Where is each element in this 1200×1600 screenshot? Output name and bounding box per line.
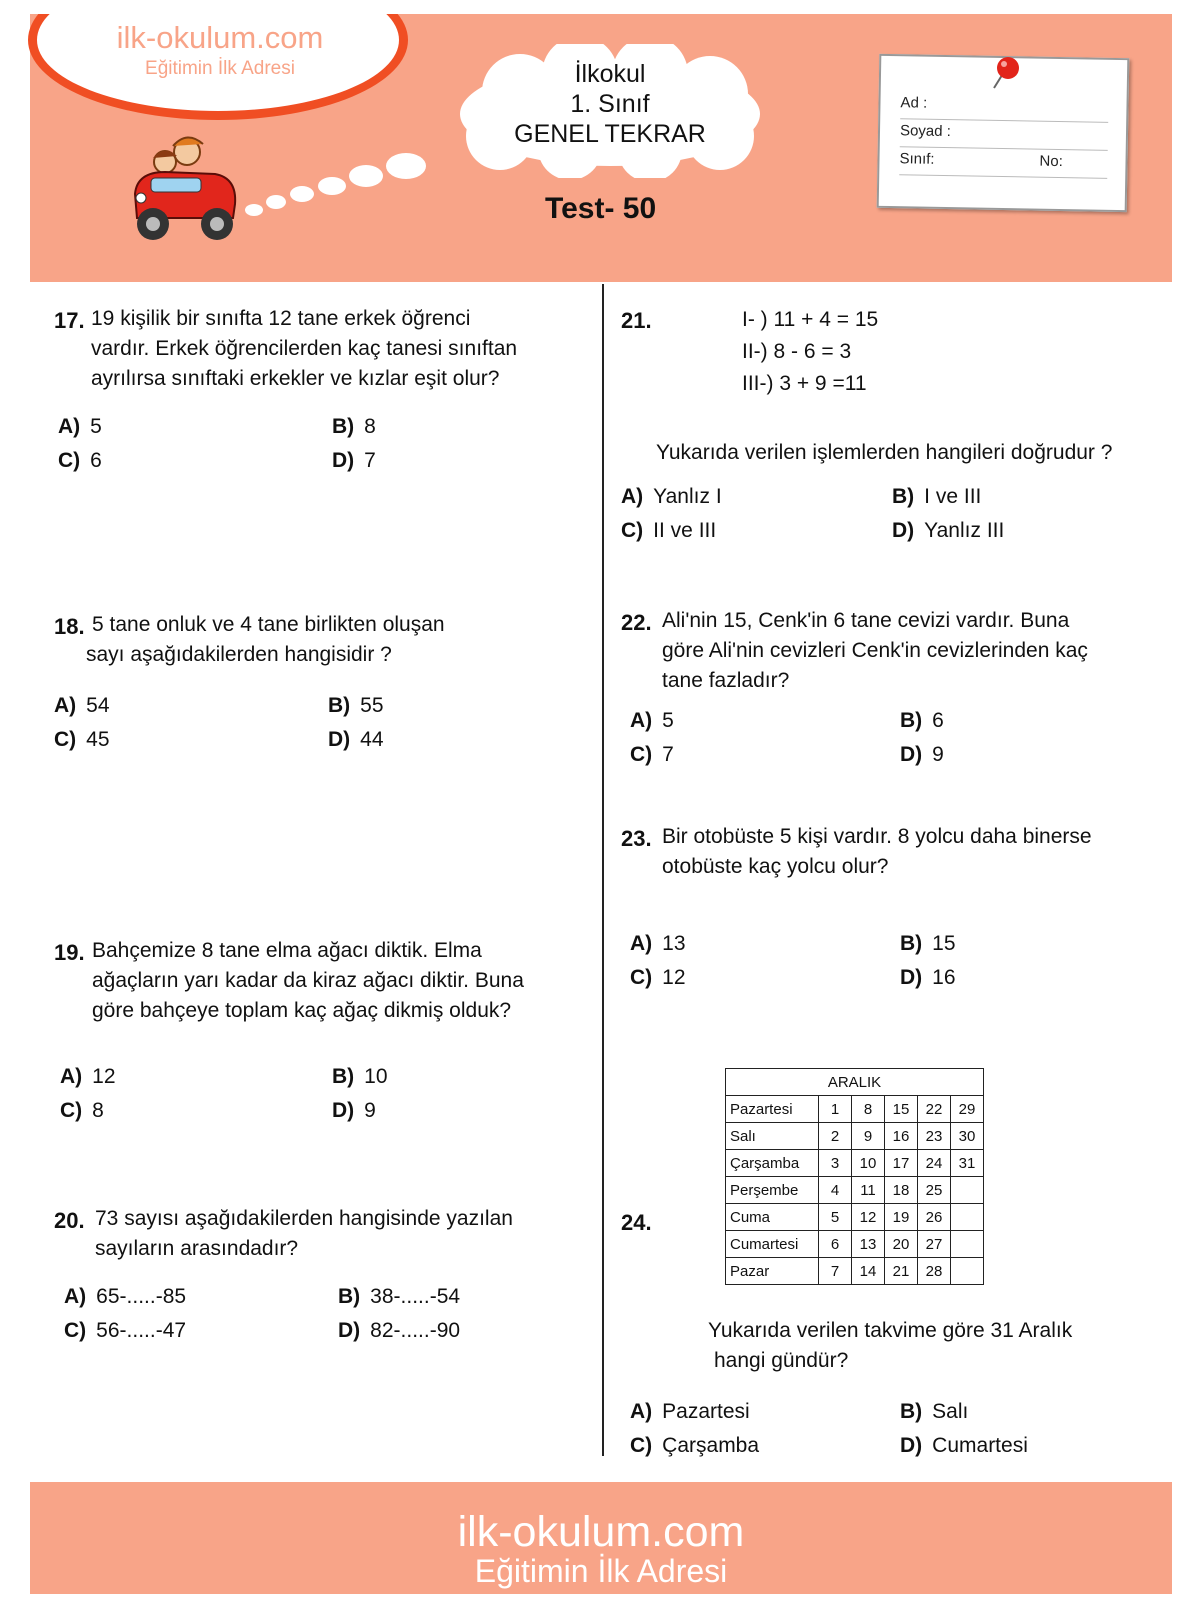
question-line: otobüste kaç yolcu olur? xyxy=(662,855,889,878)
option-value: 82-.....-90 xyxy=(370,1319,461,1342)
option-key: D) xyxy=(892,519,915,542)
logo-top-mask xyxy=(30,0,430,14)
q19-option-c[interactable] xyxy=(60,1099,104,1123)
question-line: Yukarıda verilen takvime göre 31 Aralık xyxy=(708,1319,1073,1342)
option-value: 15 xyxy=(932,932,956,955)
option-value: 38-.....-54 xyxy=(370,1285,461,1308)
calendar-day-name: Pazartesi xyxy=(726,1096,819,1123)
q23-option-c[interactable] xyxy=(630,966,686,990)
question-text-23 xyxy=(662,822,1092,882)
option-value: 8 xyxy=(364,415,376,438)
question-text-22 xyxy=(662,606,1088,696)
option-value: 7 xyxy=(364,449,376,472)
calendar-date: 12 xyxy=(852,1204,885,1231)
option-key: A) xyxy=(630,1400,653,1423)
class-label: Sınıf: xyxy=(899,150,935,168)
calendar-date: 1 xyxy=(819,1096,852,1123)
calendar-date: 6 xyxy=(819,1231,852,1258)
calendar-date: 17 xyxy=(885,1150,918,1177)
calendar-day-name: Cumartesi xyxy=(726,1231,819,1258)
q21-option-d[interactable] xyxy=(892,519,1004,543)
option-value: 7 xyxy=(662,743,674,766)
question-line: Ali'nin 15, Cenk'in 6 tane cevizi vardır. Buna xyxy=(662,609,1070,632)
calendar-day-name: Pazar xyxy=(726,1258,819,1285)
name-field[interactable] xyxy=(900,94,1108,123)
q18-option-d[interactable] xyxy=(328,728,384,752)
surname-label: Soyad : xyxy=(899,122,952,141)
calendar-row xyxy=(726,1204,984,1231)
calendar-date: 2 xyxy=(819,1123,852,1150)
calendar-row xyxy=(726,1258,984,1285)
option-key: A) xyxy=(630,709,653,732)
calendar-date: 14 xyxy=(852,1258,885,1285)
q20-option-b[interactable] xyxy=(338,1285,460,1309)
q18-option-b[interactable] xyxy=(328,694,384,718)
option-key: B) xyxy=(332,415,355,438)
calendar-date xyxy=(951,1231,984,1258)
calendar-date xyxy=(951,1177,984,1204)
calendar-date: 11 xyxy=(852,1177,885,1204)
footer-tagline: Eğitimin İlk Adresi xyxy=(474,1553,728,1589)
q20-option-d[interactable] xyxy=(338,1319,460,1343)
option-value: 10 xyxy=(364,1065,388,1088)
calendar-date: 20 xyxy=(885,1231,918,1258)
option-key: B) xyxy=(892,485,915,508)
pushpin-icon xyxy=(986,54,1026,94)
q19-option-a[interactable] xyxy=(60,1065,116,1089)
option-key: A) xyxy=(60,1065,83,1088)
question-line: göre bahçeye toplam kaç ağaç dikmiş olduk? xyxy=(92,999,512,1022)
option-value: 5 xyxy=(90,415,102,438)
q23-option-d[interactable] xyxy=(900,966,956,990)
q18-option-a[interactable] xyxy=(54,694,110,718)
calendar-date: 26 xyxy=(918,1204,951,1231)
option-key: C) xyxy=(630,966,653,989)
logo-subtitle: Eğitimin İlk Adresi xyxy=(145,58,295,79)
grade-label: 1. Sınıf xyxy=(570,90,650,118)
q22-option-c[interactable] xyxy=(630,743,674,767)
question-number-18: 18. xyxy=(54,614,85,639)
q23-option-a[interactable] xyxy=(630,932,686,956)
option-value: 55 xyxy=(360,694,384,717)
operation-line: I- ) 11 + 4 = 15 xyxy=(742,308,879,331)
calendar-table xyxy=(725,1068,984,1285)
operation-line: III-) 3 + 9 =11 xyxy=(742,372,867,395)
q24-option-b[interactable] xyxy=(900,1400,968,1424)
option-value: 13 xyxy=(662,932,686,955)
option-key: C) xyxy=(60,1099,83,1122)
question-line: tane fazladır? xyxy=(662,669,790,692)
option-key: D) xyxy=(900,743,923,766)
option-key: B) xyxy=(332,1065,355,1088)
calendar-date xyxy=(951,1204,984,1231)
option-key: B) xyxy=(900,932,923,955)
calendar-day-name: Salı xyxy=(726,1123,819,1150)
calendar-date xyxy=(951,1258,984,1285)
calendar-date: 19 xyxy=(885,1204,918,1231)
option-value: 16 xyxy=(932,966,956,989)
calendar-date: 13 xyxy=(852,1231,885,1258)
calendar-date: 7 xyxy=(819,1258,852,1285)
option-value: 6 xyxy=(90,449,102,472)
calendar-date: 28 xyxy=(918,1258,951,1285)
question-number-21: 21. xyxy=(621,308,652,333)
calendar-body xyxy=(726,1096,984,1285)
calendar-date: 21 xyxy=(885,1258,918,1285)
question-number-20: 20. xyxy=(54,1208,85,1233)
question-line: ayrılırsa sınıftaki erkekler ve kızlar eşit olur? xyxy=(91,367,500,390)
question-line: Bahçemize 8 tane elma ağacı diktik. Elma xyxy=(92,939,482,962)
option-value: Pazartesi xyxy=(662,1400,750,1423)
option-key: D) xyxy=(900,966,923,989)
option-key: A) xyxy=(58,415,81,438)
option-key: C) xyxy=(54,728,77,751)
name-label: Ad : xyxy=(900,94,928,112)
calendar-date: 23 xyxy=(918,1123,951,1150)
option-key: B) xyxy=(338,1285,361,1308)
option-value: 9 xyxy=(364,1099,376,1122)
surname-field[interactable] xyxy=(900,122,1108,151)
question-text-24 xyxy=(708,1316,1072,1376)
question-text-20 xyxy=(95,1204,513,1264)
question-number-24: 24. xyxy=(621,1210,652,1235)
option-value: 56-.....-47 xyxy=(96,1319,187,1342)
option-value: 12 xyxy=(92,1065,116,1088)
calendar-month: ARALIK xyxy=(726,1069,984,1096)
q17-option-b[interactable] xyxy=(332,415,376,439)
question-line: ağaçların yarı kadar da kiraz ağacı diktir. Buna xyxy=(92,969,524,992)
option-key: B) xyxy=(900,709,923,732)
q23-option-b[interactable] xyxy=(900,932,956,956)
question-number-22: 22. xyxy=(621,610,652,635)
question-line: 19 kişilik bir sınıfta 12 tane erkek öğrenci xyxy=(91,307,471,330)
calendar-row xyxy=(726,1123,984,1150)
calendar-row xyxy=(726,1150,984,1177)
calendar-row xyxy=(726,1231,984,1258)
q21-option-b[interactable] xyxy=(892,485,981,509)
calendar-row xyxy=(726,1177,984,1204)
option-key: C) xyxy=(630,1434,653,1457)
calendar-day-name: Cuma xyxy=(726,1204,819,1231)
calendar-date: 5 xyxy=(819,1204,852,1231)
question-number-19: 19. xyxy=(54,940,85,965)
q17-option-c[interactable] xyxy=(58,449,102,473)
q24-option-c[interactable] xyxy=(630,1434,759,1458)
option-key: D) xyxy=(328,728,351,751)
question-number-17: 17. xyxy=(54,308,85,333)
option-key: D) xyxy=(338,1319,361,1342)
calendar-date: 10 xyxy=(852,1150,885,1177)
option-key: C) xyxy=(621,519,644,542)
option-value: Salı xyxy=(932,1400,969,1423)
option-value: 9 xyxy=(932,743,944,766)
q21-option-a[interactable] xyxy=(621,485,722,509)
calendar-header-row xyxy=(726,1069,984,1096)
test-title: Test- 50 xyxy=(545,192,657,225)
option-key: C) xyxy=(58,449,81,472)
option-key: A) xyxy=(630,932,653,955)
q22-option-a[interactable] xyxy=(630,709,674,733)
q22-option-d[interactable] xyxy=(900,743,944,767)
q22-option-b[interactable] xyxy=(900,709,944,733)
calendar-date: 9 xyxy=(852,1123,885,1150)
option-value: Yanlız I xyxy=(653,485,722,508)
calendar-date: 30 xyxy=(951,1123,984,1150)
calendar-date: 16 xyxy=(885,1123,918,1150)
option-value: Yanlız III xyxy=(924,519,1005,542)
option-key: A) xyxy=(621,485,644,508)
option-key: C) xyxy=(630,743,653,766)
calendar-date: 25 xyxy=(918,1177,951,1204)
school-label: İlkokul xyxy=(574,60,646,88)
q24-option-a[interactable] xyxy=(630,1400,750,1424)
q21-option-c[interactable] xyxy=(621,519,716,543)
option-value: 8 xyxy=(92,1099,104,1122)
option-value: 12 xyxy=(662,966,686,989)
option-key: D) xyxy=(332,1099,355,1122)
q17-option-a[interactable] xyxy=(58,415,102,439)
question-line: göre Ali'nin cevizleri Cenk'in cevizlerinden kaç xyxy=(662,639,1088,662)
class-number-field[interactable] xyxy=(899,150,1107,179)
question-line: sayıların arasındadır? xyxy=(95,1237,299,1260)
calendar-day-name: Perşembe xyxy=(726,1177,819,1204)
question-text-19 xyxy=(92,936,524,1026)
calendar-date: 15 xyxy=(885,1096,918,1123)
calendar-date: 8 xyxy=(852,1096,885,1123)
q18-option-c[interactable] xyxy=(54,728,110,752)
question-line: 73 sayısı aşağıdakilerden hangisinde yazılan xyxy=(95,1207,513,1230)
option-value: 45 xyxy=(86,728,110,751)
option-value: 65-.....-85 xyxy=(96,1285,187,1308)
question-line: Bir otobüste 5 kişi vardır. 8 yolcu daha binerse xyxy=(662,825,1092,848)
option-value: Çarşamba xyxy=(662,1434,760,1457)
thought-bubbles xyxy=(240,150,470,220)
calendar-date: 27 xyxy=(918,1231,951,1258)
q19-option-b[interactable] xyxy=(332,1065,388,1089)
footer-site-name: ilk-okulum.com xyxy=(457,1508,745,1556)
car-mascot-icon xyxy=(125,132,245,250)
option-value: I ve III xyxy=(924,485,982,508)
question-line: vardır. Erkek öğrencilerden kaç tanesi sınıftan xyxy=(91,337,518,360)
calendar-date: 4 xyxy=(819,1177,852,1204)
q24-option-d[interactable] xyxy=(900,1434,1028,1458)
q17-option-d[interactable] xyxy=(332,449,376,473)
q20-option-c[interactable] xyxy=(64,1319,186,1343)
option-key: B) xyxy=(328,694,351,717)
q20-option-a[interactable] xyxy=(64,1285,186,1309)
question-text-18 xyxy=(86,610,445,670)
question-text-21: Yukarıda verilen işlemlerden hangileri doğrudur ? xyxy=(656,441,1113,464)
option-key: A) xyxy=(54,694,77,717)
calendar-date: 22 xyxy=(918,1096,951,1123)
q19-option-d[interactable] xyxy=(332,1099,376,1123)
calendar-date: 29 xyxy=(951,1096,984,1123)
option-key: A) xyxy=(64,1285,87,1308)
option-value: 6 xyxy=(932,709,944,732)
calendar-row xyxy=(726,1096,984,1123)
option-key: D) xyxy=(332,449,355,472)
option-value: II ve III xyxy=(653,519,717,542)
question-line: 5 tane onluk ve 4 tane birlikten oluşan xyxy=(92,613,445,636)
option-value: Cumartesi xyxy=(932,1434,1028,1457)
option-key: C) xyxy=(64,1319,87,1342)
operation-line: II-) 8 - 6 = 3 xyxy=(742,340,852,363)
column-divider xyxy=(602,284,604,1456)
number-label: No: xyxy=(1039,152,1064,171)
calendar-date: 31 xyxy=(951,1150,984,1177)
question-number-23: 23. xyxy=(621,826,652,851)
calendar-day-name: Çarşamba xyxy=(726,1150,819,1177)
question-line: hangi gündür? xyxy=(714,1349,849,1372)
calendar-date: 18 xyxy=(885,1177,918,1204)
calendar-date: 24 xyxy=(918,1150,951,1177)
option-value: 5 xyxy=(662,709,674,732)
option-value: 44 xyxy=(360,728,384,751)
option-key: D) xyxy=(900,1434,923,1457)
logo-title: ilk-okulum.com xyxy=(116,20,324,55)
operations-list xyxy=(742,304,878,400)
option-value: 54 xyxy=(86,694,110,717)
subject-label: GENEL TEKRAR xyxy=(514,120,706,148)
question-line: sayı aşağıdakilerden hangisidir ? xyxy=(86,643,392,666)
calendar-date: 3 xyxy=(819,1150,852,1177)
option-key: B) xyxy=(900,1400,923,1423)
question-text-17 xyxy=(91,304,517,394)
